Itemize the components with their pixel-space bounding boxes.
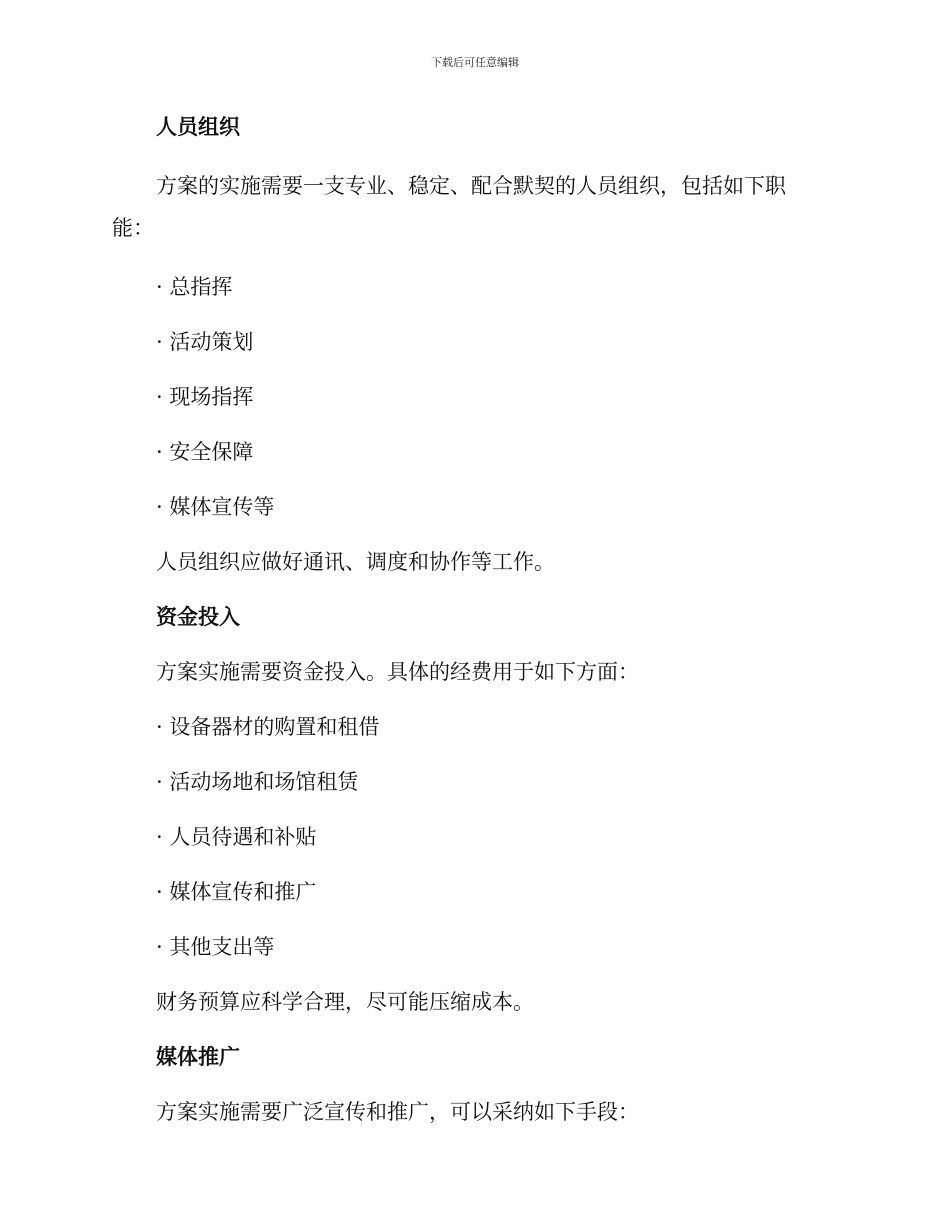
list-item: · 安全保障 (156, 440, 254, 464)
section-heading: 人员组织 (156, 115, 240, 139)
document-body (112, 110, 812, 1129)
section-intro: 方案实施需要广泛宣传和推广，可以采纳如下手段： (156, 1100, 639, 1124)
list-item: · 活动策划 (156, 330, 254, 354)
list-item: · 人员待遇和补贴 (156, 825, 317, 849)
list-item: · 媒体宣传等 (156, 495, 275, 519)
list-item: · 其他支出等 (156, 935, 275, 959)
section-closing: 财务预算应科学合理，尽可能压缩成本。 (156, 990, 534, 1014)
section-intro: 方案实施需要资金投入。具体的经费用于如下方面： (156, 660, 639, 684)
list-item: · 活动场地和场馆租赁 (156, 770, 359, 794)
section-heading: 资金投入 (156, 605, 240, 629)
page-header: 下载后可任意编辑 (431, 56, 519, 69)
section-intro: 方案的实施需要一支专业、稳定、配合默契的人员组织，包括如下职能： (112, 174, 786, 240)
section-closing: 人员组织应做好通讯、调度和协作等工作。 (156, 550, 555, 574)
list-item: · 设备器材的购置和租借 (156, 715, 380, 739)
list-item: · 总指挥 (156, 275, 233, 299)
list-item: · 媒体宣传和推广 (156, 880, 317, 904)
section-heading: 媒体推广 (156, 1045, 240, 1069)
list-item: · 现场指挥 (156, 385, 254, 409)
